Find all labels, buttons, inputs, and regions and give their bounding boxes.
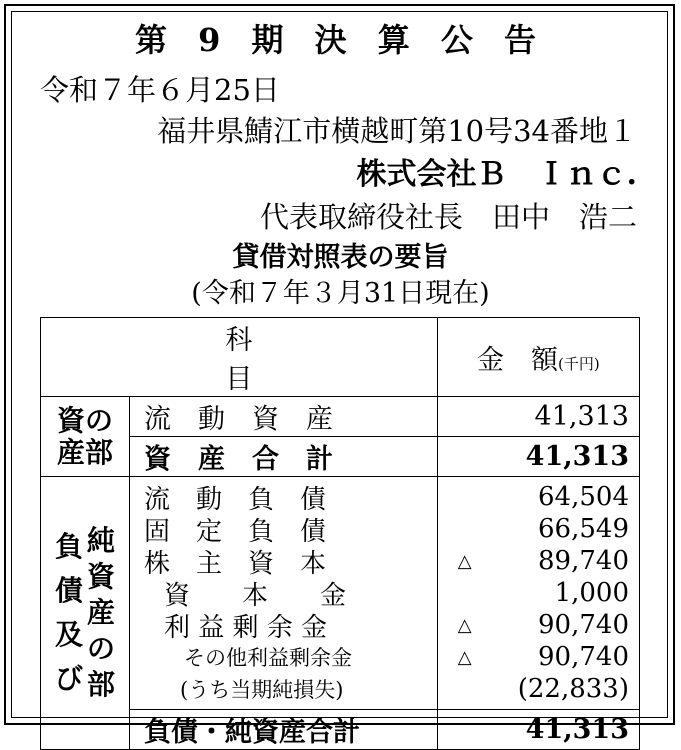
liab-amount-row-fixed bbox=[438, 513, 629, 545]
liab-amount-row-net-loss bbox=[438, 673, 629, 705]
liab-total-label: 負債・純資産合計 bbox=[130, 710, 438, 750]
liab-cat-right-4: の bbox=[87, 632, 116, 665]
liab-amount-fixed: 66,549 bbox=[538, 514, 629, 544]
liab-item-current: 流 動 負 債 bbox=[144, 484, 327, 515]
liab-amount-row-capital bbox=[438, 577, 629, 609]
assets-amount-total: 41,313 bbox=[437, 437, 639, 477]
company-address: 福井県鯖江市横越町第10号34番地１ bbox=[157, 114, 637, 148]
representative: 代表取締役社長 田中 浩二 bbox=[259, 200, 637, 234]
liab-amount-other-retained: 90,740 bbox=[538, 642, 629, 672]
assets-amount-current: 41,313 bbox=[437, 397, 639, 437]
balance-sheet-date: (令和７年３月31日現在) bbox=[191, 278, 490, 309]
balance-sheet-table bbox=[40, 317, 640, 750]
assets-row-total bbox=[41, 437, 640, 477]
liab-amount-equity: 89,740 bbox=[538, 546, 629, 576]
liab-amount-current: 64,504 bbox=[538, 482, 629, 512]
assets-item-total: 資 産 合 計 bbox=[130, 437, 438, 477]
liab-total-amount: 41,313 bbox=[437, 710, 639, 750]
liab-amount-row-current bbox=[438, 481, 629, 513]
company-name: 株式会社Ｂ Ｉｎｃ. bbox=[356, 157, 637, 192]
header-item bbox=[41, 318, 438, 397]
liab-cat-left-3: 及 bbox=[54, 618, 83, 651]
header-amount-label: 金 額 bbox=[477, 344, 558, 376]
liab-cat-right-2: 資 bbox=[87, 560, 116, 593]
assets-category bbox=[41, 397, 130, 477]
liab-amount-row-other-retained bbox=[438, 641, 629, 673]
liab-mark-retained: △ bbox=[457, 614, 472, 636]
liab-item-fixed: 固 定 負 債 bbox=[144, 516, 327, 547]
liabilities-items bbox=[130, 477, 438, 710]
header-item-label: 科目 bbox=[225, 325, 393, 395]
liab-amount-net-loss: (22,833) bbox=[517, 674, 629, 704]
liab-cat-right-5: 部 bbox=[87, 668, 116, 701]
notice-date: 令和７年６月25日 bbox=[40, 73, 280, 107]
notice-title: 第 9 期 決 算 公 告 bbox=[134, 21, 547, 59]
header-amount bbox=[437, 318, 639, 397]
liab-amount-row-retained bbox=[438, 609, 629, 641]
table-header-row bbox=[41, 318, 640, 397]
liab-item-capital: 資 本 金 bbox=[164, 580, 347, 611]
liab-amount-capital: 1,000 bbox=[554, 578, 629, 608]
assets-row-current bbox=[41, 397, 640, 437]
assets-item-current: 流 動 資 産 bbox=[130, 397, 438, 437]
header-unit: (千円) bbox=[558, 354, 600, 373]
liab-cat-left-1: 負 bbox=[54, 530, 83, 563]
liabilities-amounts bbox=[437, 477, 639, 710]
balance-sheet-title: 貸借対照表の要旨 bbox=[232, 242, 449, 273]
liab-cat-left-4: び bbox=[54, 662, 83, 695]
liab-item-retained: 利 益 剰 余 金 bbox=[164, 612, 328, 643]
liabilities-total-row bbox=[41, 710, 640, 750]
liab-mark-equity: △ bbox=[457, 550, 472, 572]
liabilities-block bbox=[41, 477, 640, 710]
assets-category-line-1: 資の bbox=[56, 403, 113, 437]
liabilities-category bbox=[41, 477, 130, 750]
liab-cat-right-1: 純 bbox=[87, 524, 116, 557]
liab-mark-other-retained: △ bbox=[457, 646, 472, 668]
liab-amount-row-equity bbox=[438, 545, 629, 577]
liab-cat-right-3: 産 bbox=[87, 596, 116, 629]
liab-item-other-retained: その他利益剰余金 bbox=[184, 646, 352, 670]
liab-cat-left-2: 債 bbox=[54, 574, 83, 607]
assets-category-line-2: 産部 bbox=[56, 435, 113, 469]
liab-amount-retained: 90,740 bbox=[538, 610, 629, 640]
liab-item-net-loss: (うち当期純損失) bbox=[180, 678, 344, 702]
liab-item-equity: 株 主 資 本 bbox=[144, 548, 327, 579]
